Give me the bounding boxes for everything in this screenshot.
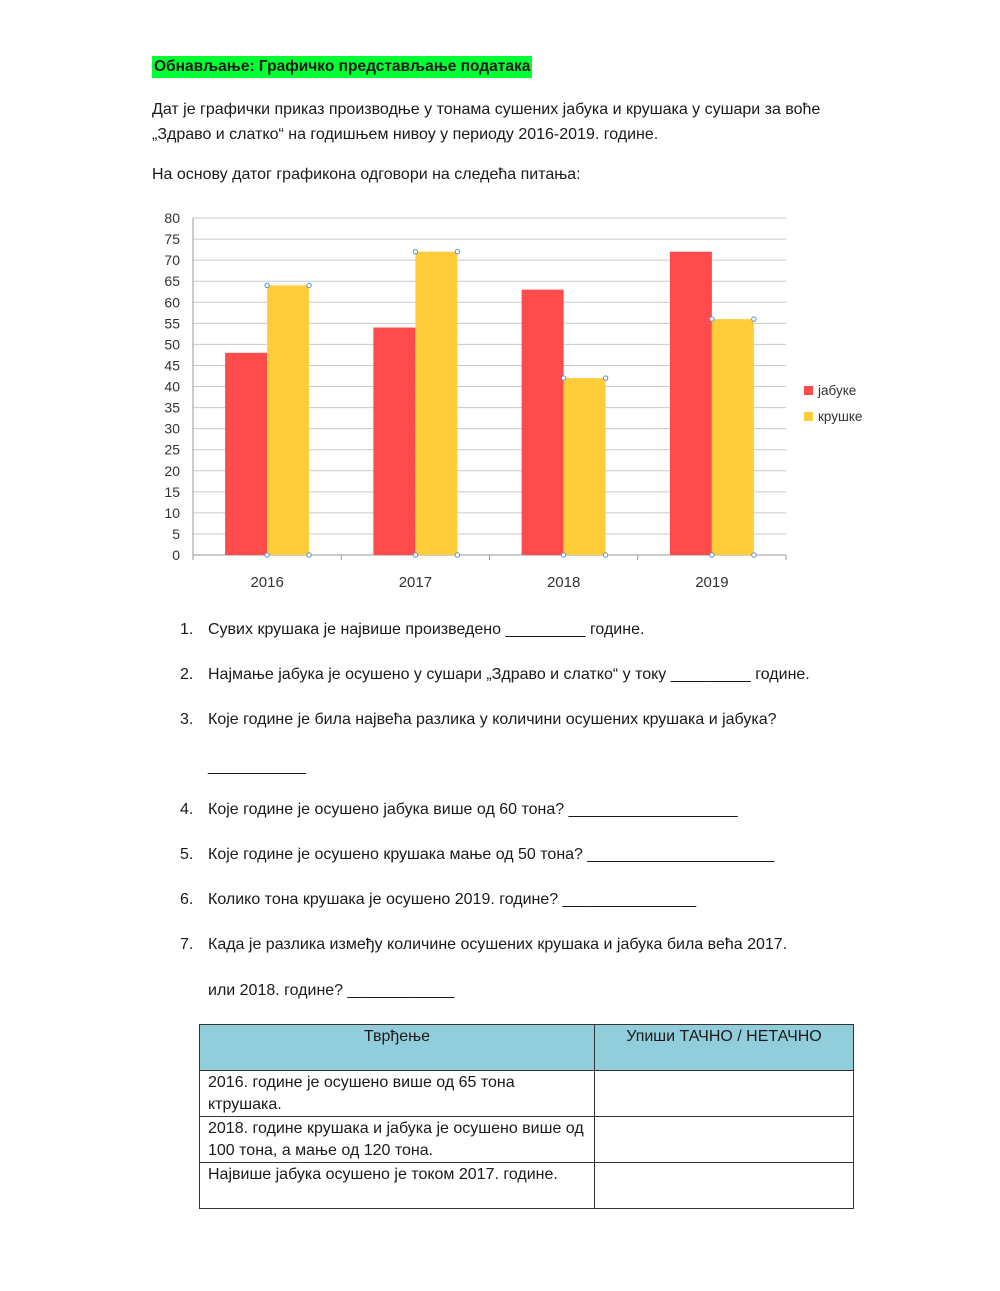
bar-крушке-2016 [267, 285, 309, 555]
selection-handle [752, 553, 756, 557]
legend-swatch [804, 386, 813, 395]
question-number: 7. [180, 936, 194, 953]
selection-handle [710, 317, 714, 321]
question-number: 5. [180, 846, 194, 863]
table-row [200, 1117, 854, 1163]
question-number: 2. [180, 666, 194, 683]
legend-label: крушке [818, 409, 863, 424]
question-7-continuation: или 2018. године? ____________ [208, 982, 455, 999]
x-tick-label: 2016 [250, 574, 284, 591]
y-tick-label: 55 [164, 315, 180, 332]
y-tick-label: 50 [164, 336, 180, 353]
y-tick-label: 0 [172, 547, 180, 563]
answer-cell[interactable] [595, 1163, 854, 1209]
x-tick-label: 2017 [398, 574, 433, 591]
y-tick-label: 25 [164, 441, 180, 458]
question-number: 1. [180, 621, 194, 638]
answer-cell[interactable] [595, 1117, 854, 1163]
x-tick-label: 2019 [695, 574, 729, 591]
selection-handle [561, 376, 565, 380]
legend-label: јабуке [818, 383, 857, 398]
y-tick-label: 10 [164, 504, 180, 521]
selection-handle [455, 250, 459, 254]
y-tick-label: 30 [164, 420, 180, 437]
table-row [200, 1071, 854, 1117]
selection-handle [413, 250, 417, 254]
y-tick-label: 70 [164, 252, 180, 269]
bar-јабуке-2016 [225, 353, 267, 555]
intro-paragraph: Дат је графички приказ производње у тонама сушених јабука и крушака у сушари за воће „Здраво и слатко“ на годишњем нивоу у периоду 2016-2019. године. [152, 101, 821, 143]
selection-handle [413, 553, 417, 557]
statement-cell: 2016. године је осушено више од 65 тона ктрушака. [200, 1071, 595, 1117]
bar-јабуке-2019 [670, 252, 712, 555]
statement-cell: 2018. године крушака и јабука је осушено више од 100 тона, а мање од 120 тона. [200, 1117, 595, 1163]
y-tick-label: 65 [164, 273, 180, 290]
intro-instruction: На основу датог графикона одговори на следећа питања: [152, 166, 581, 183]
bar-крушке-2019 [712, 319, 754, 555]
selection-handle [710, 553, 714, 557]
answer-cell[interactable] [595, 1071, 854, 1117]
statement-cell: Највише јабука осушено је током 2017. године. [200, 1163, 595, 1209]
selection-handle [265, 283, 269, 287]
selection-handle [455, 553, 459, 557]
true-false-table [199, 1024, 854, 1209]
selection-handle [561, 553, 565, 557]
question-text: Које године је била највећа разлика у количини осушених крушака и јабука? [208, 711, 777, 728]
selection-handle [307, 283, 311, 287]
y-tick-label: 40 [164, 378, 180, 395]
selection-handle [603, 553, 607, 557]
y-tick-label: 75 [164, 231, 180, 248]
question-text: Које године је осушено крушака мање од 50 тона? _____________________ [208, 846, 775, 863]
question-text: Које године је осушено јабука више од 60 тона? ___________________ [208, 801, 738, 818]
selection-handle [307, 553, 311, 557]
y-tick-label: 5 [172, 525, 180, 542]
legend-swatch [804, 412, 813, 421]
page-heading: Обнављање: Графичко представљање података [152, 56, 532, 78]
bar-chart [150, 205, 880, 600]
question-number: 3. [180, 711, 194, 728]
bar-крушке-2018 [564, 378, 606, 555]
selection-handle [265, 553, 269, 557]
question-text: Најмање јабука је осушено у сушари „Здраво и слатко“ у току _________ године. [208, 666, 810, 683]
bar-јабуке-2018 [522, 290, 564, 555]
bar-јабуке-2017 [373, 328, 415, 555]
question-text: Када је разлика између количине осушених крушака и јабука била већа 2017. [208, 936, 788, 953]
question-number: 4. [180, 801, 194, 818]
y-tick-label: 45 [164, 357, 180, 374]
y-tick-label: 20 [164, 462, 180, 479]
y-tick-label: 80 [164, 210, 180, 226]
question-text: Колико тона крушака је осушено 2019. године? _______________ [208, 891, 697, 908]
question-text: Сувих крушака је највише произведено _________ године. [208, 621, 645, 638]
question-3-answer-blank: ___________ [208, 758, 306, 775]
bar-крушке-2017 [415, 252, 457, 555]
x-tick-label: 2018 [546, 574, 581, 591]
header-statement: Тврђење [200, 1025, 595, 1071]
table-row [200, 1163, 854, 1209]
question-number: 6. [180, 891, 194, 908]
y-tick-label: 15 [164, 483, 180, 500]
selection-handle [603, 376, 607, 380]
table-header-row [200, 1025, 854, 1071]
y-tick-label: 35 [164, 399, 180, 416]
selection-handle [752, 317, 756, 321]
header-answer: Упиши ТАЧНО / НЕТАЧНО [595, 1025, 854, 1071]
y-tick-label: 60 [164, 294, 180, 311]
